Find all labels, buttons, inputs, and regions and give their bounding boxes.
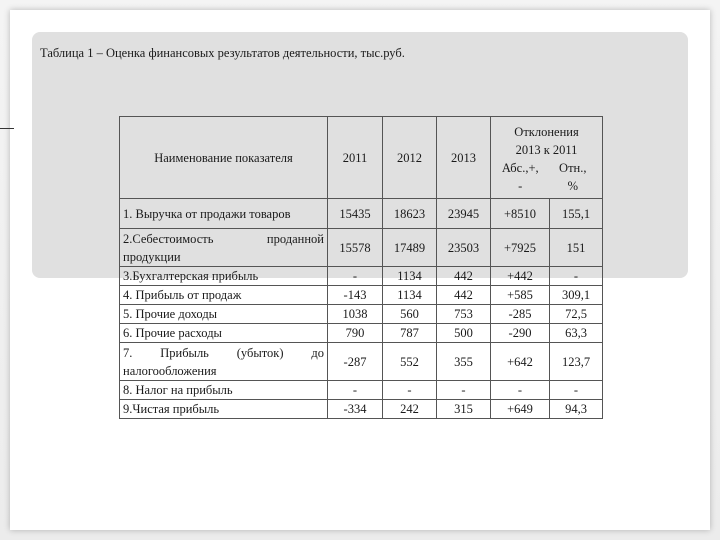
rel-unit: % (567, 179, 578, 193)
rel-label: Отн., (559, 161, 587, 175)
cell-2011: 15578 (328, 229, 383, 267)
cell-abs: +585 (491, 286, 550, 305)
row-name: 9.Чистая прибыль (120, 400, 328, 419)
cell-2013: 753 (437, 305, 491, 324)
cell-2012: 18623 (383, 199, 437, 229)
deviation-period: 2013 к 2011 (515, 143, 578, 157)
row-name-line2: продукции (123, 249, 181, 264)
cell-2011: -334 (328, 400, 383, 419)
cell-2011: 790 (328, 324, 383, 343)
cell-2012: 560 (383, 305, 437, 324)
cell-2012: 17489 (383, 229, 437, 267)
cell-rel: 309,1 (550, 286, 603, 305)
table-row (120, 229, 603, 267)
cell-rel: 155,1 (550, 199, 603, 229)
cell-2013: 500 (437, 324, 491, 343)
header-2011: 2011 (328, 117, 383, 199)
table-row (120, 324, 603, 343)
row-name-line1: 7. Прибыль (убыток) до (123, 345, 324, 360)
cell-2011: 15435 (328, 199, 383, 229)
cell-2013: - (437, 381, 491, 400)
table-row (120, 267, 603, 286)
cell-2012: 242 (383, 400, 437, 419)
cell-2011: - (328, 267, 383, 286)
cell-2013: 355 (437, 343, 491, 381)
table-row (120, 381, 603, 400)
row-name-line2: налогообложения (123, 363, 217, 378)
cell-2013: 23503 (437, 229, 491, 267)
row-name-line1: 2.Себестоимость проданной (123, 231, 324, 246)
header-2012: 2012 (383, 117, 437, 199)
side-tick-mark (0, 128, 14, 129)
row-name (120, 343, 328, 381)
row-name: 5. Прочие доходы (120, 305, 328, 324)
abs-sign: - (518, 179, 523, 193)
cell-rel: 63,3 (550, 324, 603, 343)
cell-2011: -287 (328, 343, 383, 381)
row-name: 6. Прочие расходы (120, 324, 328, 343)
cell-abs: +7925 (491, 229, 550, 267)
table-row (120, 199, 603, 229)
cell-abs: - (491, 381, 550, 400)
cell-2011: -143 (328, 286, 383, 305)
table-caption: Таблица 1 – Оценка финансовых результатов деятельности, тыс.руб. (40, 46, 405, 60)
financial-results-table (119, 116, 603, 419)
deviation-label: Отклонения (514, 125, 579, 139)
row-name: 4. Прибыль от продаж (120, 286, 328, 305)
cell-rel: 123,7 (550, 343, 603, 381)
cell-2013: 315 (437, 400, 491, 419)
cell-2013: 442 (437, 286, 491, 305)
cell-rel: 72,5 (550, 305, 603, 324)
table-row (120, 286, 603, 305)
abs-label: Абс.,+, (501, 161, 539, 175)
row-name: 1. Выручка от продажи товаров (120, 199, 328, 229)
table-row (120, 305, 603, 324)
cell-abs: -290 (491, 324, 550, 343)
cell-2013: 442 (437, 267, 491, 286)
table-row (120, 400, 603, 419)
cell-abs: +649 (491, 400, 550, 419)
cell-2011: - (328, 381, 383, 400)
row-name (120, 229, 328, 267)
deviation-subheaders (494, 159, 599, 177)
cell-abs: +642 (491, 343, 550, 381)
cell-2012: 1134 (383, 286, 437, 305)
cell-2012: - (383, 381, 437, 400)
header-deviation (491, 117, 603, 199)
header-indicator-name: Наименование показателя (120, 117, 328, 199)
cell-2012: 552 (383, 343, 437, 381)
cell-2013: 23945 (437, 199, 491, 229)
header-2013: 2013 (437, 117, 491, 199)
cell-abs: +8510 (491, 199, 550, 229)
cell-rel: - (550, 381, 603, 400)
cell-rel: 151 (550, 229, 603, 267)
cell-rel: 94,3 (550, 400, 603, 419)
table-row (120, 343, 603, 381)
deviation-subheaders-2 (494, 177, 599, 195)
cell-2011: 1038 (328, 305, 383, 324)
cell-2012: 787 (383, 324, 437, 343)
cell-rel: - (550, 267, 603, 286)
cell-abs: +442 (491, 267, 550, 286)
cell-2012: 1134 (383, 267, 437, 286)
row-name: 3.Бухгалтерская прибыль (120, 267, 328, 286)
cell-abs: -285 (491, 305, 550, 324)
table-header-row (120, 117, 603, 199)
row-name: 8. Налог на прибыль (120, 381, 328, 400)
